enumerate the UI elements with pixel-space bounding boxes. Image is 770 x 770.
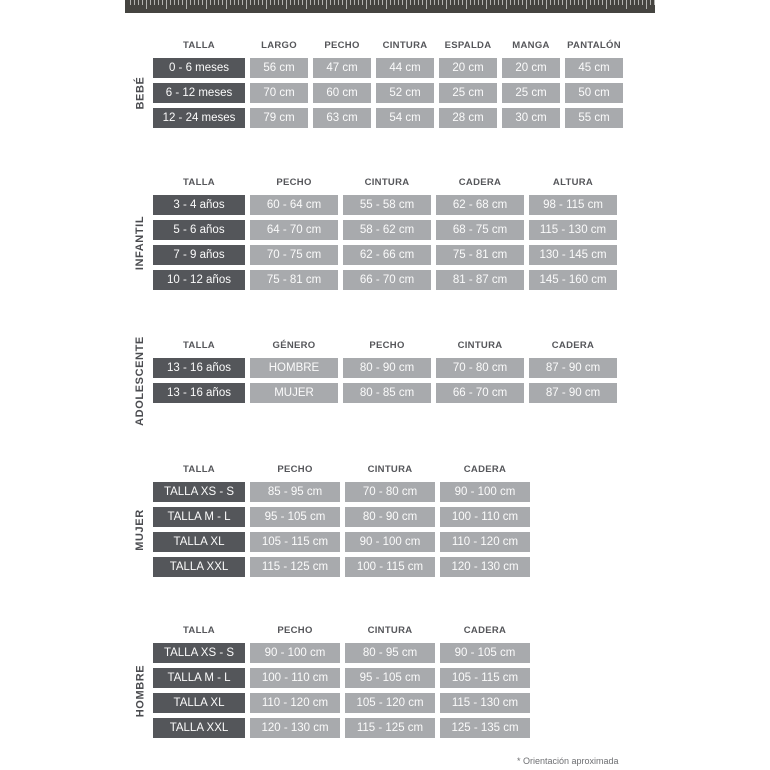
table-row: [153, 532, 530, 552]
column-header: CINTURA: [364, 176, 410, 188]
measurement-cell: 25 cm: [502, 83, 560, 103]
column-header: CINTURA: [367, 463, 413, 475]
measurement-cell: 70 - 75 cm: [250, 245, 338, 265]
table-row: [153, 195, 617, 215]
column-header: MANGA: [512, 39, 550, 51]
size-label-cell: TALLA XS - S: [153, 482, 245, 502]
table-row: [153, 83, 623, 103]
table-row: [153, 693, 530, 713]
header-row: [153, 622, 530, 638]
column-header: PECHO: [369, 339, 405, 351]
measurement-cell: 50 cm: [565, 83, 623, 103]
measurement-cell: 115 - 130 cm: [529, 220, 617, 240]
size-label-cell: 12 - 24 meses: [153, 108, 245, 128]
size-label-cell: 10 - 12 años: [153, 270, 245, 290]
measurement-cell: 68 - 75 cm: [436, 220, 524, 240]
size-label-cell: 0 - 6 meses: [153, 58, 245, 78]
table-row: [153, 507, 530, 527]
size-group-hombre: [129, 617, 535, 743]
measurement-cell: 105 - 120 cm: [345, 693, 435, 713]
measurement-cell: 55 - 58 cm: [343, 195, 431, 215]
measurement-cell: 70 - 80 cm: [345, 482, 435, 502]
measuring-tape-ruler: [125, 0, 655, 13]
column-header: CINTURA: [457, 339, 503, 351]
header-row: [153, 461, 530, 477]
group-label-text: MUJER: [134, 508, 147, 551]
measurement-cell: 60 cm: [313, 83, 371, 103]
size-table-bebe: [148, 32, 628, 133]
footnote: * Orientación aproximada: [517, 756, 619, 766]
size-label-cell: 6 - 12 meses: [153, 83, 245, 103]
size-table-adolescente: [148, 332, 622, 408]
column-header: PECHO: [276, 176, 312, 188]
measurement-cell: 45 cm: [565, 58, 623, 78]
measurement-cell: 55 cm: [565, 108, 623, 128]
measurement-cell: 44 cm: [376, 58, 434, 78]
column-header: ESPALDA: [444, 39, 492, 51]
column-header: PECHO: [324, 39, 360, 51]
measurement-cell: 80 - 95 cm: [345, 643, 435, 663]
measurement-cell: 20 cm: [502, 58, 560, 78]
size-label-cell: 7 - 9 años: [153, 245, 245, 265]
table-row: [153, 668, 530, 688]
size-label-cell: 5 - 6 años: [153, 220, 245, 240]
table-row: [153, 358, 617, 378]
table-row: [153, 643, 530, 663]
measurement-cell: 115 - 125 cm: [345, 718, 435, 738]
column-header: CADERA: [463, 463, 507, 475]
measurement-cell: 90 - 100 cm: [250, 643, 340, 663]
measurement-cell: 115 - 130 cm: [440, 693, 530, 713]
measurement-cell: 90 - 105 cm: [440, 643, 530, 663]
column-header: CADERA: [551, 339, 595, 351]
column-header: ALTURA: [552, 176, 594, 188]
table-row: [153, 58, 623, 78]
column-header: GÉNERO: [272, 339, 316, 351]
column-header: CINTURA: [382, 39, 428, 51]
measurement-cell: 70 cm: [250, 83, 308, 103]
measurement-cell: 66 - 70 cm: [436, 383, 524, 403]
measurement-cell: MUJER: [250, 383, 338, 403]
size-table-mujer: [148, 456, 535, 582]
table-row: [153, 270, 617, 290]
column-header: TALLA: [183, 463, 215, 475]
group-label-text: BEBÉ: [134, 76, 146, 110]
measurement-cell: 98 - 115 cm: [529, 195, 617, 215]
measurement-cell: 115 - 125 cm: [250, 557, 340, 577]
measurement-cell: 90 - 100 cm: [440, 482, 530, 502]
ruler-major-ticks-icon: [127, 0, 655, 9]
measurement-cell: 80 - 90 cm: [343, 358, 431, 378]
size-label-cell: 3 - 4 años: [153, 195, 245, 215]
measurement-cell: 79 cm: [250, 108, 308, 128]
measurement-cell: 125 - 135 cm: [440, 718, 530, 738]
size-group-infantil: [129, 169, 622, 295]
measurement-cell: 81 - 87 cm: [436, 270, 524, 290]
measurement-cell: 63 cm: [313, 108, 371, 128]
table-row: [153, 557, 530, 577]
measurement-cell: 25 cm: [439, 83, 497, 103]
size-label-cell: TALLA XXL: [153, 718, 245, 738]
measurement-cell: 87 - 90 cm: [529, 358, 617, 378]
size-table-hombre: [148, 617, 535, 743]
measurement-cell: 62 - 66 cm: [343, 245, 431, 265]
measurement-cell: 62 - 68 cm: [436, 195, 524, 215]
column-header: CADERA: [463, 624, 507, 636]
size-label-cell: 13 - 16 años: [153, 358, 245, 378]
table-row: [153, 245, 617, 265]
measurement-cell: 90 - 100 cm: [345, 532, 435, 552]
column-header: TALLA: [183, 339, 215, 351]
measurement-cell: 80 - 85 cm: [343, 383, 431, 403]
measurement-cell: 66 - 70 cm: [343, 270, 431, 290]
size-group-adolescente: [129, 332, 622, 426]
column-header: TALLA: [183, 39, 215, 51]
group-label-text: INFANTIL: [134, 215, 147, 270]
size-group-mujer: [129, 456, 535, 582]
table-row: [153, 108, 623, 128]
measurement-cell: 87 - 90 cm: [529, 383, 617, 403]
measurement-cell: 80 - 90 cm: [345, 507, 435, 527]
measurement-cell: 95 - 105 cm: [345, 668, 435, 688]
measurement-cell: 145 - 160 cm: [529, 270, 617, 290]
table-row: [153, 482, 530, 502]
size-label-cell: TALLA M - L: [153, 507, 245, 527]
column-header: TALLA: [183, 176, 215, 188]
column-header: PECHO: [277, 624, 313, 636]
column-header: PANTALÓN: [567, 39, 621, 51]
measurement-cell: 52 cm: [376, 83, 434, 103]
measurement-cell: 105 - 115 cm: [440, 668, 530, 688]
column-header: PECHO: [277, 463, 313, 475]
measurement-cell: 95 - 105 cm: [250, 507, 340, 527]
column-header: CADERA: [458, 176, 502, 188]
measurement-cell: 120 - 130 cm: [440, 557, 530, 577]
measurement-cell: 120 - 130 cm: [250, 718, 340, 738]
measurement-cell: 70 - 80 cm: [436, 358, 524, 378]
column-header: CINTURA: [367, 624, 413, 636]
measurement-cell: 75 - 81 cm: [436, 245, 524, 265]
group-label-text: ADOLESCENTE: [134, 335, 146, 426]
measurement-cell: 28 cm: [439, 108, 497, 128]
table-row: [153, 718, 530, 738]
size-label-cell: TALLA XL: [153, 693, 245, 713]
measurement-cell: 58 - 62 cm: [343, 220, 431, 240]
measurement-cell: 100 - 110 cm: [440, 507, 530, 527]
size-label-cell: TALLA XS - S: [153, 643, 245, 663]
measurement-cell: 85 - 95 cm: [250, 482, 340, 502]
measurement-cell: 47 cm: [313, 58, 371, 78]
size-label-cell: TALLA XL: [153, 532, 245, 552]
measurement-cell: 105 - 115 cm: [250, 532, 340, 552]
measurement-cell: 30 cm: [502, 108, 560, 128]
measurement-cell: HOMBRE: [250, 358, 338, 378]
header-row: [153, 174, 617, 190]
size-label-cell: 13 - 16 años: [153, 383, 245, 403]
measurement-cell: 54 cm: [376, 108, 434, 128]
size-group-bebe: [129, 32, 628, 133]
measurement-cell: 100 - 115 cm: [345, 557, 435, 577]
measurement-cell: 20 cm: [439, 58, 497, 78]
header-row: [153, 37, 623, 53]
table-row: [153, 220, 617, 240]
table-row: [153, 383, 617, 403]
size-table-infantil: [148, 169, 622, 295]
size-label-cell: TALLA M - L: [153, 668, 245, 688]
header-row: [153, 337, 617, 353]
measurement-cell: 56 cm: [250, 58, 308, 78]
measurement-cell: 64 - 70 cm: [250, 220, 338, 240]
size-label-cell: TALLA XXL: [153, 557, 245, 577]
measurement-cell: 75 - 81 cm: [250, 270, 338, 290]
group-label-text: HOMBRE: [134, 664, 146, 717]
measurement-cell: 130 - 145 cm: [529, 245, 617, 265]
column-header: LARGO: [261, 39, 297, 51]
measurement-cell: 110 - 120 cm: [250, 693, 340, 713]
measurement-cell: 100 - 110 cm: [250, 668, 340, 688]
column-header: TALLA: [183, 624, 215, 636]
measurement-cell: 60 - 64 cm: [250, 195, 338, 215]
measurement-cell: 110 - 120 cm: [440, 532, 530, 552]
